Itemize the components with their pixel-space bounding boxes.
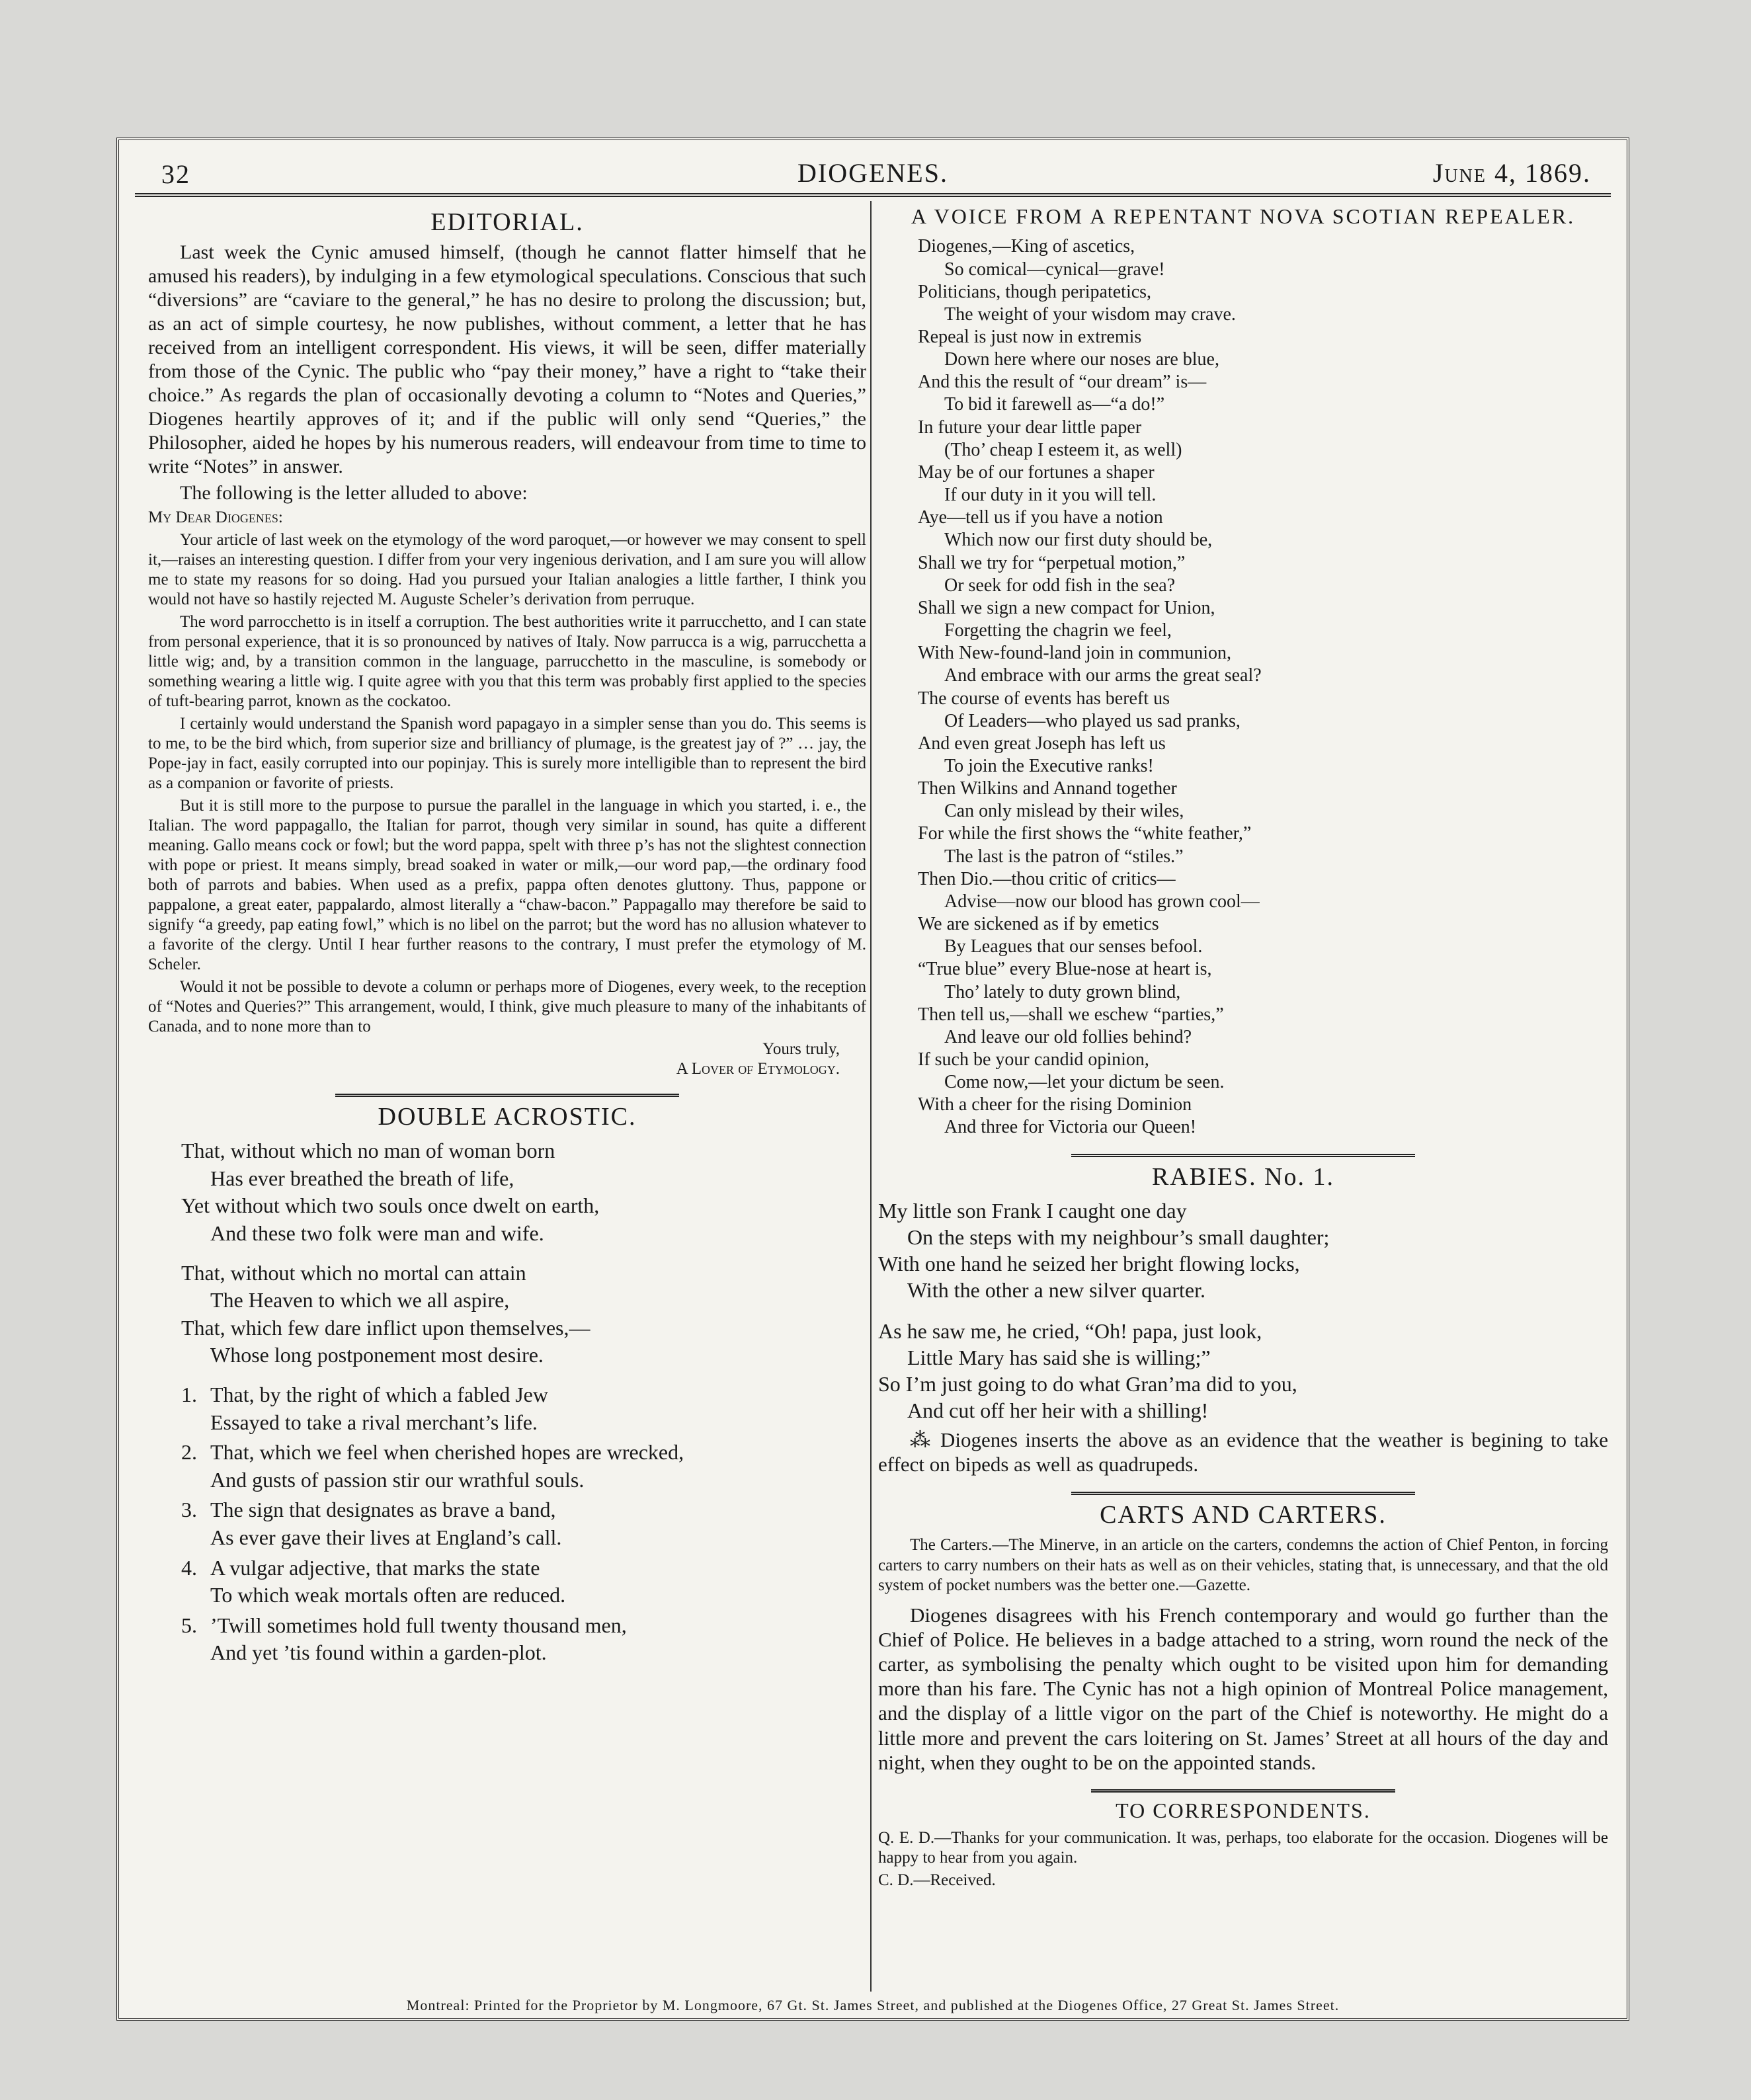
acrostic-line: That, which few dare inflict upon themselves,— [181, 1315, 590, 1340]
voice-poem [918, 235, 1608, 1139]
letter-paragraph: But it is still more to the purpose to pursue the parallel in the language in which you started, i. e., the Italian. The word pappagallo, the Italian for parrot, though very similar in sound, has quite a different meaning. Gallo means cock or fowl; but the word pappa, spelt with three p’s has not the slightest connection with pope or priest. It means simply, bread soaked in water or milk,—our word pap,—the ordinary food both of parrots and babies. When used as a prefix, pappa often denotes gluttony. Thus, pappone or pappalone, a great eater, pappalardo, almost literally a “chaw-bacon.” Pappagallo may therefore be said to signify “a greedy, pap eating fowl,” which is no libel on the parrot; but the word has no allusion whatever to a favorite of the clergy. Until I hear further reasons to the contrary, I must prefer the etymology of M. Scheler. [148, 796, 866, 973]
clue-number: 1. [181, 1382, 197, 1406]
clue-line: ’Twill sometimes hold full twenty thousand men, [210, 1613, 627, 1637]
poem-line: Can only mislead by their wiles, [944, 801, 1184, 822]
verse-line: Little Mary has said she is willing;” [907, 1346, 1211, 1370]
acrostic-line: That, without which no mortal can attain [181, 1260, 526, 1285]
poem-line: For while the first shows the “white feather,” [918, 823, 1252, 844]
clue-line: The sign that designates as brave a band, [210, 1498, 556, 1522]
poem-line: Aye—tell us if you have a notion [918, 507, 1163, 528]
right-column [878, 204, 1608, 1992]
poem-line: With a cheer for the rising Dominion [918, 1094, 1192, 1115]
double-acrostic [181, 1137, 866, 1667]
letter-salutation: My Dear Diogenes: [148, 508, 283, 526]
poem-line: In future your dear little paper [918, 417, 1142, 438]
poem-line: Politicians, though peripatetics, [918, 281, 1152, 302]
clue-line: As ever gave their lives at England’s call. [210, 1525, 562, 1549]
poem-line: “True blue” every Blue-nose at heart is, [918, 959, 1212, 980]
rabies-note: ⁂ Diogenes inserts the above as an evidence that the weather is begining to take effect on bipeds as well as quadrupeds. [878, 1428, 1608, 1476]
verse-line: With one hand he seized her bright flowing locks, [878, 1252, 1300, 1276]
poem-line: Of Leaders—who played us sad pranks, [944, 710, 1241, 731]
poem-line: If such be your candid opinion, [918, 1049, 1149, 1070]
clue-number: 5. [181, 1613, 197, 1637]
poem-line: Or seek for odd fish in the sea? [944, 575, 1176, 596]
poem-line: Then tell us,—shall we eschew “parties,” [918, 1004, 1224, 1025]
editorial-heading: EDITORIAL. [430, 208, 584, 236]
poem-line: Then Dio.—thou critic of critics— [918, 868, 1176, 889]
poem-line: By Leagues that our senses befool. [944, 936, 1203, 957]
clue-line: And gusts of passion stir our wrathful souls. [210, 1467, 585, 1492]
poem-line: To bid it farewell as—“a do!” [944, 394, 1165, 415]
poem-line: Then Wilkins and Annand together [918, 778, 1177, 799]
acrostic-clue [181, 1496, 866, 1551]
acrostic-line: That, without which no man of woman born [181, 1139, 555, 1163]
newspaper-title: DIOGENES. [797, 158, 948, 188]
masthead [135, 147, 1611, 197]
poem-line: The last is the patron of “stiles.” [944, 846, 1184, 867]
carts-quote: The Carters.—The Minerve, in an article on the carters, condemns the action of Chief Penton, in forcing carters to carry numbers on their hats as well as on their vehicles, stating that, is unnecessary, and that the old system of pocket numbers was the better one.—Gazette. [878, 1536, 1608, 1595]
clue-number: 2. [181, 1440, 197, 1465]
poem-line: Down here where our noses are blue, [944, 349, 1219, 370]
poem-line: (Tho’ cheap I esteem it, as well) [944, 439, 1182, 460]
poem-line: And three for Victoria our Queen! [944, 1117, 1197, 1138]
clue-line: To which weak mortals often are reduced. [210, 1583, 566, 1607]
poem-line: The course of events has bereft us [918, 688, 1170, 709]
editorial-paragraph-1: Last week the Cynic amused himself, (though he cannot flatter himself that he amused his readers), by indulging in a few etymological speculations. Conscious that such “diversions” are “caviare to the general,” he has no desire to prolong the discussion; but, as an act of simple courtesy, he now publishes, without comment, a letter that he has received from an intelligent correspondent. His views, it will be seen, differ materially from those of the Cynic. The public who “pay their money,” have a right to “take their choice.” As regards the plan of occasionally devoting a column to “Notes and Queries,” Diogenes heartily approves of it; and if the public will only send “Queries,” the Philosopher, aided he hopes by his numerous readers, will endeavour from time to time to write “Notes” in answer. [148, 241, 866, 477]
clue-number: 3. [181, 1498, 197, 1522]
poem-line: And even great Joseph has left us [918, 733, 1166, 754]
acrostic-clue [181, 1439, 866, 1494]
poem-line: Shall we try for “perpetual motion,” [918, 552, 1186, 573]
poem-line: And embrace with our arms the great seal? [944, 665, 1262, 686]
rabies-heading: RABIES. No. 1. [1071, 1154, 1415, 1193]
poem-line: Tho’ lately to duty grown blind, [944, 981, 1181, 1002]
verse-line: With the other a new silver quarter. [907, 1278, 1205, 1303]
clue-line: A vulgar adjective, that marks the state [210, 1555, 540, 1580]
left-column [148, 204, 866, 1992]
letter-paragraph: The word parrocchetto is in itself a corruption. The best authorities write it parrucchetto, and I can state from personal experience, that it is so pronounced by natives of Italy. Now parrucca is a wig, parrucchetta a little wig; and, by a transition common in the language, parrucchetto in the masculine, is somebody or something wearing a little wig. I quite agree with you that this term was probably first applied to the species of tuft-bearing parrot, known as the cockatoo. [148, 612, 866, 710]
verse-line: As he saw me, he cried, “Oh! papa, just look, [878, 1319, 1262, 1344]
rabies-stanza [878, 1197, 1608, 1303]
letter-paragraph: Would it not be possible to devote a column or perhaps more of Diogenes, every week, to the reception of “Notes and Queries?” This arrangement, would, I think, give much pleasure to many of the inhabitants of Canada, and to none more than to [148, 977, 866, 1035]
poem-line: The weight of your wisdom may crave. [944, 303, 1236, 325]
poem-line: Which now our first duty should be, [944, 530, 1213, 551]
letter-paragraph: I certainly would understand the Spanish word papagayo in a simpler sense than you do. This seems is to me, to be the bird which, from superior size and brilliancy of plumage, is the greatest jay of ?” … jay, the Pope-jay in fact, easily corrupted into our popinjay. This is surely more intelligible than to represent the bird as a companion or favorite of priests. [148, 714, 866, 792]
clue-number: 4. [181, 1555, 197, 1580]
correspondents-heading: TO CORRESPONDENTS. [1091, 1789, 1395, 1823]
clue-line: That, by the right of which a fabled Jew [210, 1382, 548, 1406]
verse-line: So I’m just going to do what Gran’ma did to you, [878, 1372, 1297, 1396]
acrostic-heading: DOUBLE ACROSTIC. [335, 1094, 679, 1133]
poem-line: Forgetting the chagrin we feel, [944, 620, 1172, 641]
carts-body: Diogenes disagrees with his French contemporary and would go further than the Chief of Police. He believes in a badge attached to a string, worn round the neck of the carter, as symbolising the penalty which ought to be visited upon him for demanding more than his fare. The Cynic has not a high opinion of Montreal Police management, and the display of a little vigor on the part of the Chief is noteworthy. He might do a little more and prevent the cars loitering on St. James’ Street at all hours of the day and night, when they ought to be on the appointed stands. [878, 1603, 1608, 1774]
correspondent-item: Q. E. D.—Thanks for your communication. It was, perhaps, too elaborate for the occasion. Diogenes will be happy to hear from you again. [878, 1829, 1608, 1867]
poem-line: Advise—now our blood has grown cool— [944, 891, 1260, 912]
poem-line: To join the Executive ranks! [944, 755, 1154, 776]
carts-heading: CARTS AND CARTERS. [1071, 1492, 1415, 1531]
verse-line: My little son Frank I caught one day [878, 1199, 1187, 1223]
clue-line: Essayed to take a rival merchant’s life. [210, 1410, 538, 1434]
clue-line: That, which we feel when cherished hopes are wrecked, [210, 1440, 684, 1465]
letter-closing: Yours truly, [762, 1039, 840, 1058]
acrostic-line: Whose long postponement most desire. [210, 1343, 544, 1367]
poem-line: So comical—cynical—grave! [944, 259, 1165, 280]
poem-line: Diogenes,—King of ascetics, [918, 236, 1135, 257]
imprint-footer: Montreal: Printed for the Proprietor by M. Longmoore, 67 Gt. St. James Street, and published at the Diogenes Office, 27 Great St. James Street. [406, 1997, 1340, 2013]
acrostic-clue [181, 1555, 866, 1609]
column-divider [870, 201, 872, 1992]
poem-line: Shall we sign a new compact for Union, [918, 597, 1215, 618]
poem-line: We are sickened as if by emetics [918, 914, 1159, 935]
newspaper-page [116, 138, 1629, 2021]
poem-line: Repeal is just now in extremis [918, 327, 1142, 348]
acrostic-stanza [181, 1260, 866, 1369]
acrostic-line: Yet without which two souls once dwelt on earth, [181, 1193, 600, 1218]
acrostic-clue [181, 1381, 866, 1436]
page-number: 32 [161, 159, 190, 189]
poem-line: Come now,—let your dictum be seen. [944, 1072, 1225, 1093]
acrostic-line: Has ever breathed the breath of life, [210, 1166, 514, 1190]
acrostic-clue [181, 1612, 866, 1667]
poem-line: If our duty in it you will tell. [944, 485, 1157, 506]
rabies-stanza [878, 1318, 1608, 1424]
acrostic-line: And these two folk were man and wife. [210, 1221, 544, 1245]
letter-signature: A Lover of Etymology. [676, 1059, 840, 1078]
acrostic-line: The Heaven to which we all aspire, [210, 1288, 510, 1312]
letter-paragraph: Your article of last week on the etymology of the word paroquet,—or however we may consent to spell it,—raises an interesting question. I differ from your very ingenious derivation, and I am sure you will allow me to state my reasons for so doing. Had you pursued your Italian analogies a little farther, I think you would not have so hastily rejected M. Auguste Scheler’s derivation from perruque. [148, 530, 866, 608]
voice-heading: A VOICE FROM A REPENTANT NOVA SCOTIAN REPEALER. [911, 204, 1576, 228]
clue-line: And yet ’tis found within a garden-plot. [210, 1640, 547, 1665]
issue-date: June 4, 1869. [1432, 158, 1591, 188]
verse-line: On the steps with my neighbour’s small daughter; [907, 1225, 1330, 1250]
acrostic-stanza [181, 1137, 866, 1247]
editorial-paragraph-2: The following is the letter alluded to above: [180, 481, 528, 504]
verse-line: And cut off her heir with a shilling! [907, 1398, 1209, 1423]
poem-line: With New-found-land join in communion, [918, 643, 1232, 664]
poem-line: And this the result of “our dream” is— [918, 372, 1207, 393]
correspondent-item: C. D.—Received. [878, 1871, 996, 1890]
poem-line: May be of our fortunes a shaper [918, 462, 1155, 483]
poem-line: And leave our old follies behind? [944, 1026, 1192, 1047]
